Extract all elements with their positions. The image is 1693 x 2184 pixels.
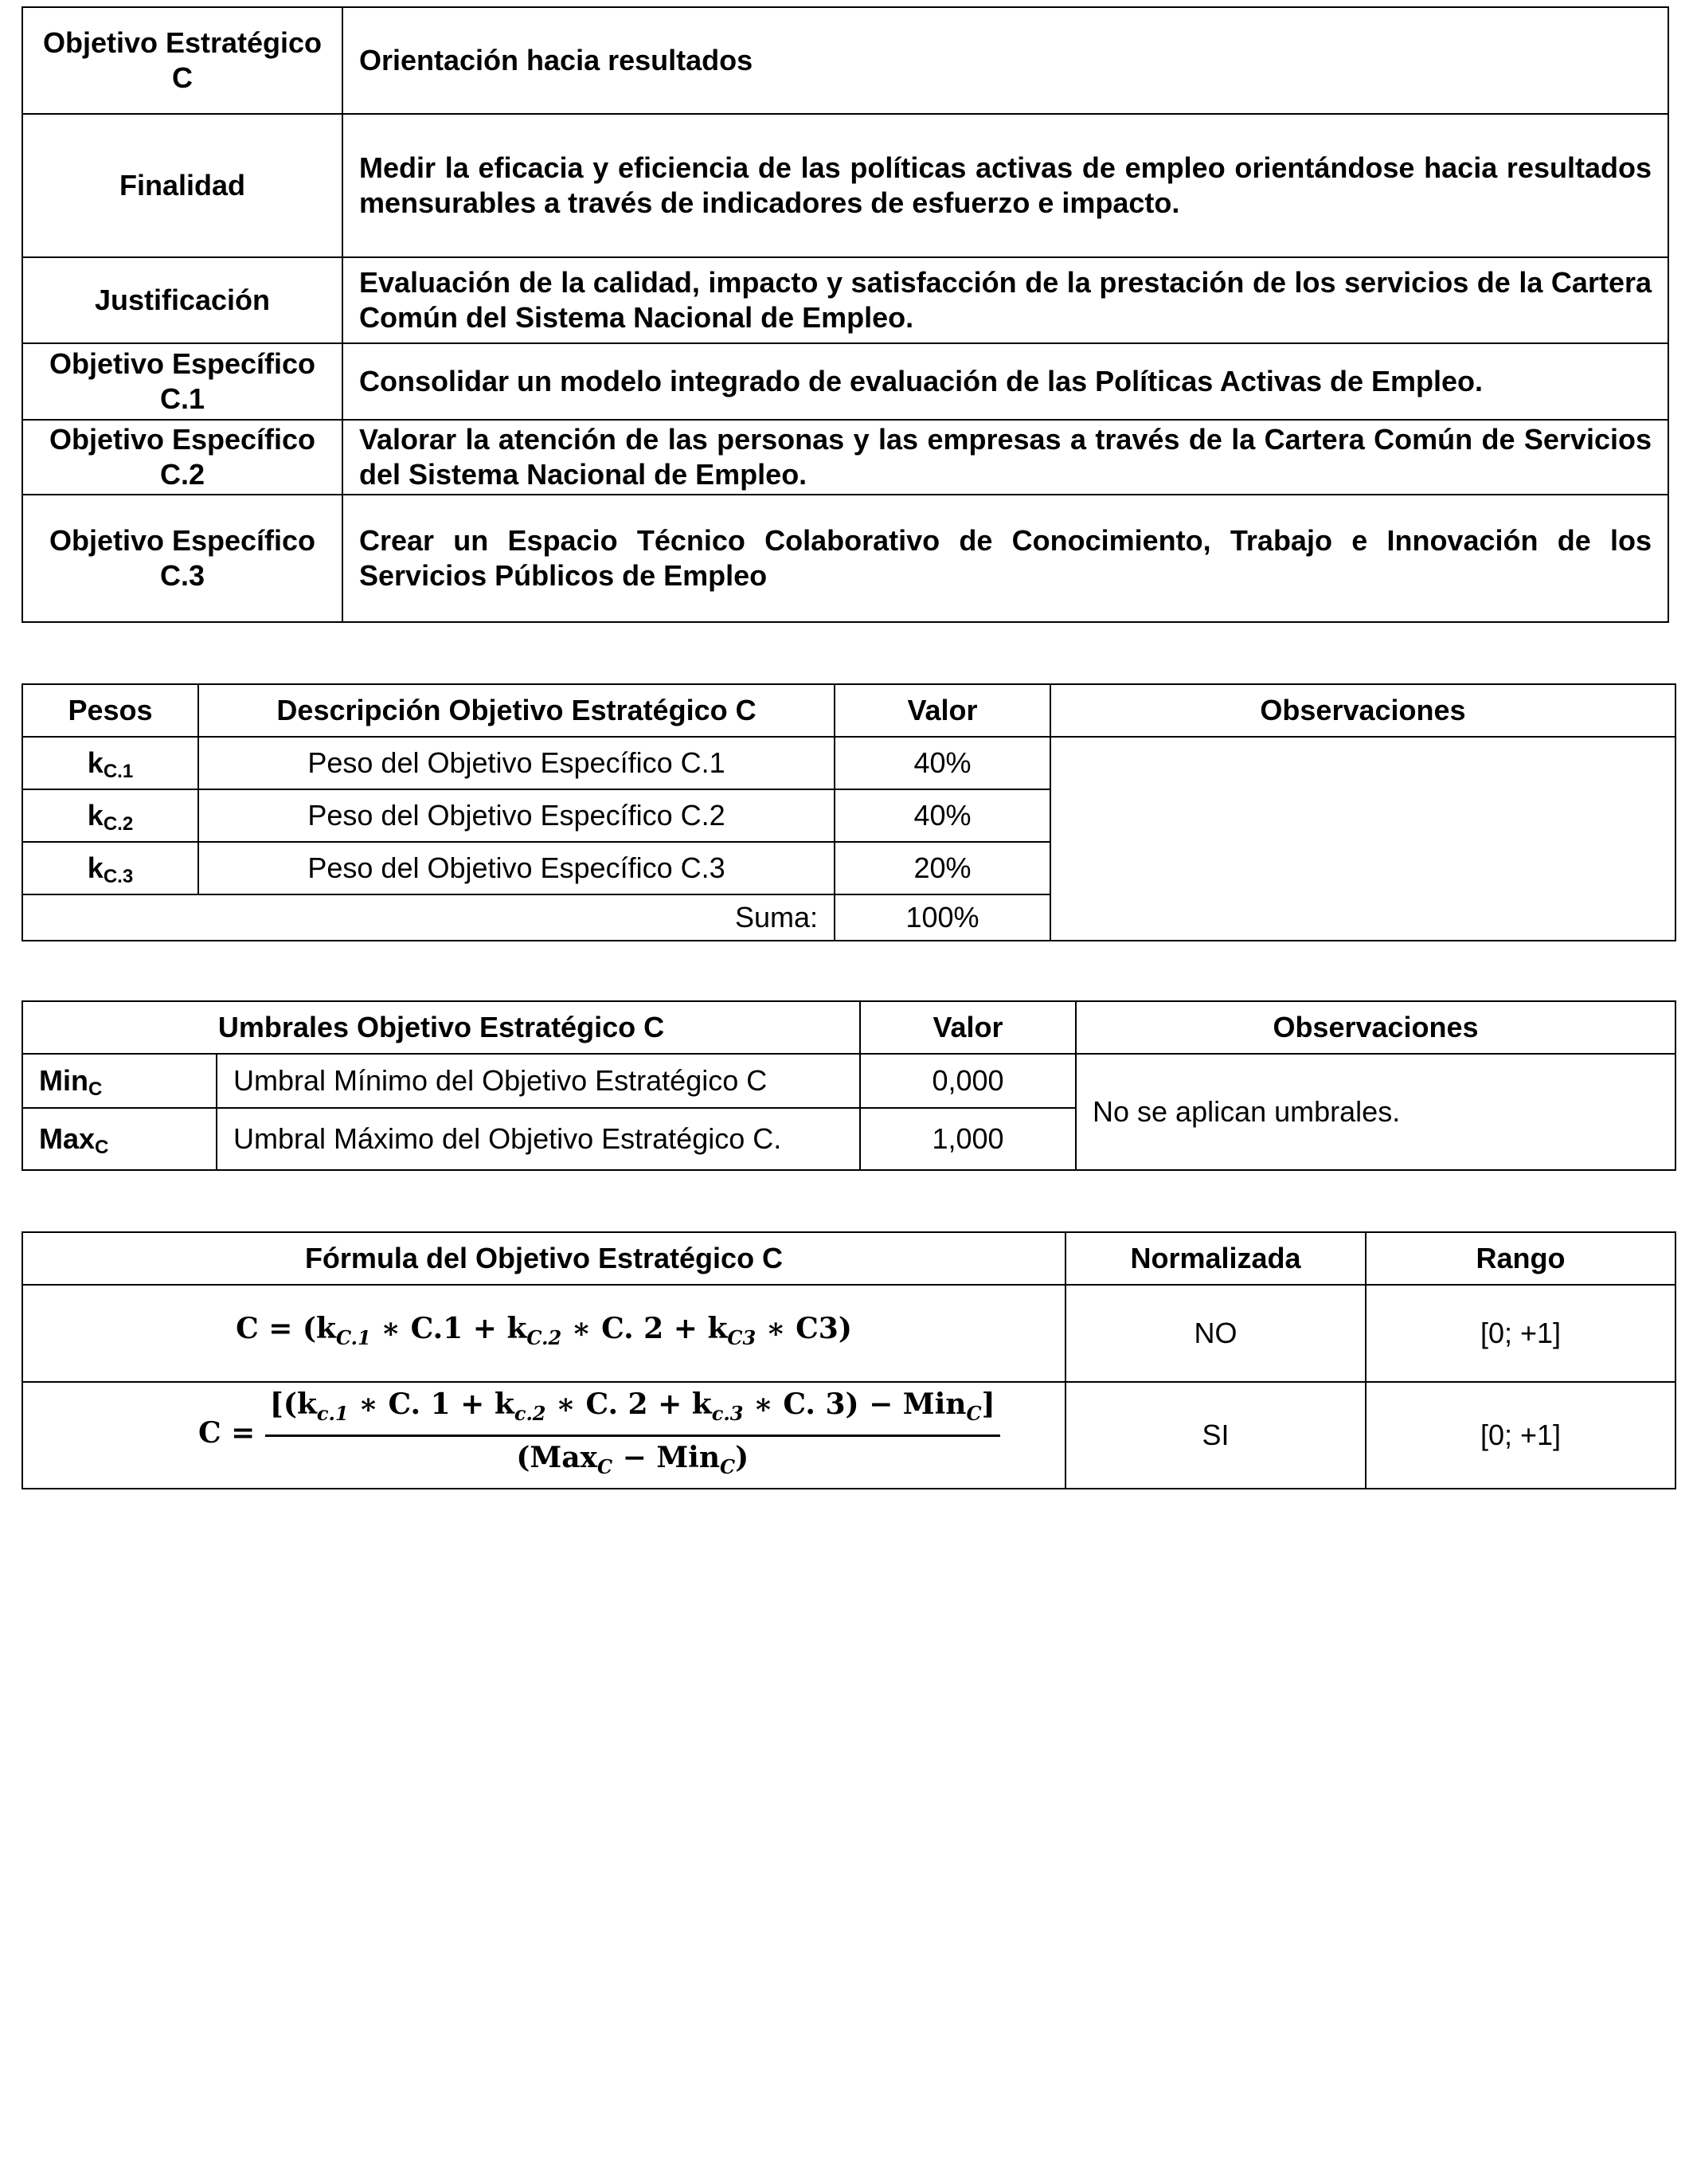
column-header: Valor xyxy=(860,1001,1076,1054)
table-row xyxy=(22,114,1668,257)
table-row xyxy=(22,257,1668,343)
formula-unnormalized: $C = (k_{C.1}$ ∗ $C.1 + k_{C.2}$ ∗ C. $2 + k_{C3}$ ∗ C3) xyxy=(236,1312,852,1349)
threshold-value: 1,000 xyxy=(860,1108,1076,1170)
weights-table xyxy=(22,683,1676,941)
formula-numerator: [($k_{c.1}$ ∗ C. $1 + k_{c.2}$ ∗ C. $2 + k_{c.3}$ ∗ C. 3) − Min$_C$] xyxy=(265,1387,1000,1437)
formula-normalized: C = $\frac{[(k_{c.1} ∗ C. 1 + k_{c.2} ∗ C. 2 + k_{c.3} ∗ C. 3) - Min_C]}{(Max_C - Min_C)}$ xyxy=(198,1416,1000,1450)
column-header: Fórmula del Objetivo Estratégico C xyxy=(22,1232,1065,1285)
objective-table xyxy=(22,6,1669,623)
table-header-row xyxy=(22,684,1675,737)
column-header: Rango xyxy=(1366,1232,1675,1285)
range-value: [0; +1] xyxy=(1366,1285,1675,1382)
table-row xyxy=(22,1054,1675,1108)
normalized-value: SI xyxy=(1065,1382,1366,1489)
column-header: Valor xyxy=(835,684,1050,737)
row-text: Evaluación de la calidad, impacto y satisfacción de la prestación de los servicios de la Cartera Común del Sistema Nacional de Empleo. xyxy=(342,257,1668,343)
observations-cell xyxy=(1050,737,1675,941)
column-header: Pesos xyxy=(22,684,198,737)
table-row xyxy=(22,737,1675,789)
weight-value: 40% xyxy=(835,737,1050,789)
table-row xyxy=(22,420,1668,495)
row-label: Justificación xyxy=(22,257,342,343)
sum-value: 100% xyxy=(835,894,1050,941)
weight-description: Peso del Objetivo Específico C.1 xyxy=(198,737,835,789)
column-header: Observaciones xyxy=(1076,1001,1675,1054)
table-header-row xyxy=(22,1001,1675,1054)
formula-table xyxy=(22,1231,1676,1489)
threshold-description: Umbral Máximo del Objetivo Estratégico C. xyxy=(217,1108,860,1170)
formula-fraction xyxy=(265,1387,1000,1485)
threshold-code: Max$_C$ xyxy=(22,1108,217,1170)
row-label: Objetivo Específico C.1 xyxy=(22,343,342,420)
row-text: Crear un Espacio Técnico Colaborativo de Conocimiento, Trabajo e Innovación de los Servicios Públicos de Empleo xyxy=(342,495,1668,622)
weight-symbol: $k_{C.1}$ xyxy=(22,737,198,789)
column-header: Descripción Objetivo Estratégico C xyxy=(198,684,835,737)
row-text: Valorar la atención de las personas y las empresas a través de la Cartera Común de Servicios del Sistema Nacional de Empleo. xyxy=(342,420,1668,495)
weight-description: Peso del Objetivo Específico C.2 xyxy=(198,789,835,842)
observations-cell: No se aplican umbrales. xyxy=(1076,1054,1675,1170)
table-row xyxy=(22,1382,1675,1489)
weight-symbol: $k_{C.3}$ xyxy=(22,842,198,894)
threshold-value: 0,000 xyxy=(860,1054,1076,1108)
formula-denominator: (Max$_C$ − Min$_C$) xyxy=(516,1440,749,1478)
weight-value: 40% xyxy=(835,789,1050,842)
table-row xyxy=(22,343,1668,420)
row-label: Objetivo Estratégico C xyxy=(22,7,342,114)
table-header-row xyxy=(22,1232,1675,1285)
column-header: Umbrales Objetivo Estratégico C xyxy=(22,1001,860,1054)
threshold-description: Umbral Mínimo del Objetivo Estratégico C xyxy=(217,1054,860,1108)
sum-label: Suma: xyxy=(22,894,835,941)
thresholds-table xyxy=(22,1000,1676,1171)
normalized-value: NO xyxy=(1065,1285,1366,1382)
row-label: Objetivo Específico C.2 xyxy=(22,420,342,495)
column-header: Normalizada xyxy=(1065,1232,1366,1285)
table-row xyxy=(22,1285,1675,1382)
weight-symbol: $k_{C.2}$ xyxy=(22,789,198,842)
weight-description: Peso del Objetivo Específico C.3 xyxy=(198,842,835,894)
row-text: Medir la eficacia y eficiencia de las políticas activas de empleo orientándose hacia resultados mensurables a través de indicadores de esfuerzo e impacto. xyxy=(342,114,1668,257)
row-label: Finalidad xyxy=(22,114,342,257)
formula-cell xyxy=(22,1382,1065,1489)
range-value: [0; +1] xyxy=(1366,1382,1675,1489)
weight-value: 20% xyxy=(835,842,1050,894)
table-row xyxy=(22,495,1668,622)
table-row xyxy=(22,7,1668,114)
row-text: Orientación hacia resultados xyxy=(342,7,1668,114)
row-text: Consolidar un modelo integrado de evaluación de las Políticas Activas de Empleo. xyxy=(342,343,1668,420)
formula-cell xyxy=(22,1285,1065,1382)
row-label: Objetivo Específico C.3 xyxy=(22,495,342,622)
threshold-code: Min$_C$ xyxy=(22,1054,217,1108)
column-header: Observaciones xyxy=(1050,684,1675,737)
